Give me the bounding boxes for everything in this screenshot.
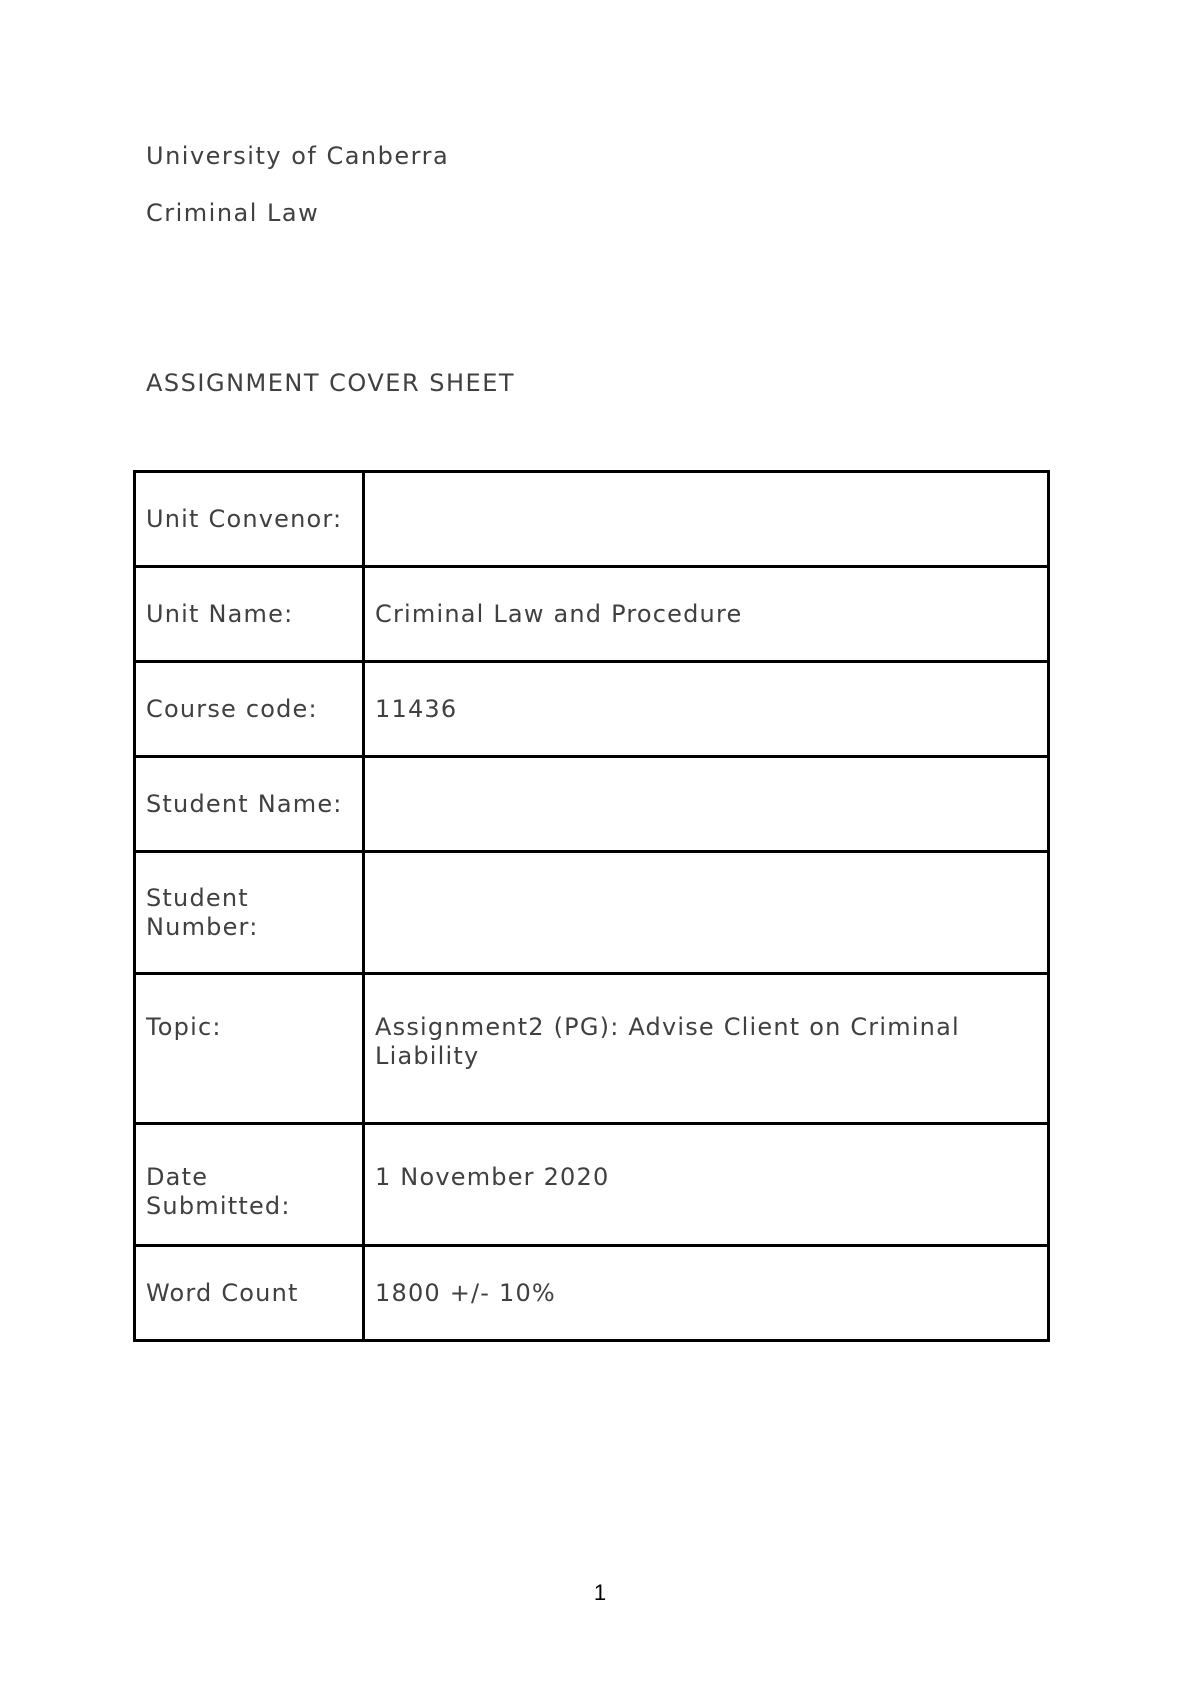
cover-sheet-table (133, 470, 1050, 1342)
cover-sheet-heading: ASSIGNMENT COVER SHEET (146, 369, 516, 397)
table-row (135, 974, 1049, 1124)
page-number: 1 (593, 1580, 607, 1605)
student-name-value (364, 757, 1049, 852)
table-row (135, 1124, 1049, 1246)
university-name: University of Canberra (146, 142, 450, 170)
topic-value: Assignment2 (PG): Advise Client on Criminal Liability (364, 974, 1049, 1124)
unit-name-value: Criminal Law and Procedure (364, 567, 1049, 662)
date-submitted-value: 1 November 2020 (364, 1124, 1049, 1246)
table-row (135, 567, 1049, 662)
table-row (135, 1246, 1049, 1341)
course-code-value: 11436 (364, 662, 1049, 757)
course-code-label: Course code: (135, 662, 364, 757)
table-row (135, 757, 1049, 852)
table-row (135, 472, 1049, 567)
unit-convenor-label: Unit Convenor: (135, 472, 364, 567)
unit-name-label: Unit Name: (135, 567, 364, 662)
student-name-label: Student Name: (135, 757, 364, 852)
word-count-value: 1800 +/- 10% (364, 1246, 1049, 1341)
table-row (135, 662, 1049, 757)
topic-label: Topic: (135, 974, 364, 1124)
student-number-label: Student Number: (135, 852, 364, 974)
subject-title: Criminal Law (146, 199, 320, 227)
table-row (135, 852, 1049, 974)
student-number-value (364, 852, 1049, 974)
unit-convenor-value (364, 472, 1049, 567)
date-submitted-label: Date Submitted: (135, 1124, 364, 1246)
word-count-label: Word Count (135, 1246, 364, 1341)
